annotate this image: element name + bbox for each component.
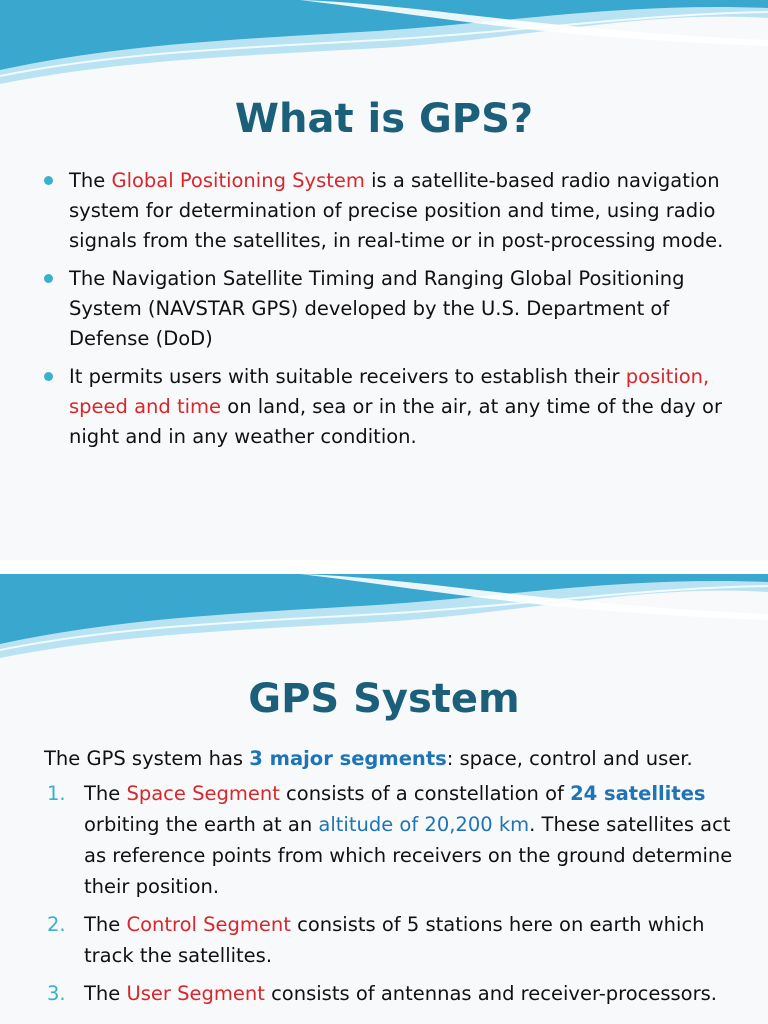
intro-text: The GPS system has 3 major segments: space, control and user. bbox=[44, 747, 693, 770]
highlight-text: 3 major segments bbox=[249, 747, 447, 770]
bullet-dot-icon bbox=[44, 274, 53, 283]
slide-title: GPS System bbox=[248, 676, 520, 722]
highlight-text: Control Segment bbox=[126, 913, 291, 936]
highlight-text: Global Positioning System bbox=[111, 169, 365, 192]
highlight-text: position, speed and time bbox=[69, 365, 710, 418]
bullet-item: The Navigation Satellite Timing and Ranging Global Positioning System (NAVSTAR GPS) developed by the U.S. Department of Defense (DoD) bbox=[44, 264, 734, 354]
header-wave-decoration bbox=[0, 574, 768, 664]
list-item: 3. The User Segment consists of antennas and receiver-processors. bbox=[44, 978, 734, 1009]
bullet-item: The Global Positioning System is a satellite-based radio navigation system for determination of precise position and time, using radio signals from the satellites, in real-time or in post-processing mode. bbox=[44, 166, 734, 256]
item-number: 1. bbox=[47, 782, 66, 805]
highlight-text: User Segment bbox=[126, 982, 265, 1005]
highlight-text: altitude of 20,200 km bbox=[318, 813, 530, 836]
item-number: 2. bbox=[47, 913, 66, 936]
item-number: 3. bbox=[47, 982, 66, 1005]
highlight-text: Space Segment bbox=[126, 782, 280, 805]
list-item: 1. The Space Segment consists of a constellation of 24 satellites orbiting the earth at an altitude of 20,200 km. These satellites act as reference points from which receivers on the ground determine their position. bbox=[44, 778, 734, 902]
bullet-dot-icon bbox=[44, 176, 53, 185]
header-wave-decoration bbox=[0, 0, 768, 90]
highlight-text: 24 satellites bbox=[570, 782, 706, 805]
bullet-item: It permits users with suitable receivers to establish their position, speed and time on land, sea or in the air, at any time of the day or night and in any weather condition. bbox=[44, 362, 734, 452]
bullet-list bbox=[44, 166, 734, 460]
slide-gps-system bbox=[0, 574, 768, 1024]
list-item: 2. The Control Segment consists of 5 stations here on earth which track the satellites. bbox=[44, 909, 734, 971]
bullet-dot-icon bbox=[44, 372, 53, 381]
segment-list bbox=[44, 778, 734, 1016]
slide-title: What is GPS? bbox=[234, 96, 534, 142]
